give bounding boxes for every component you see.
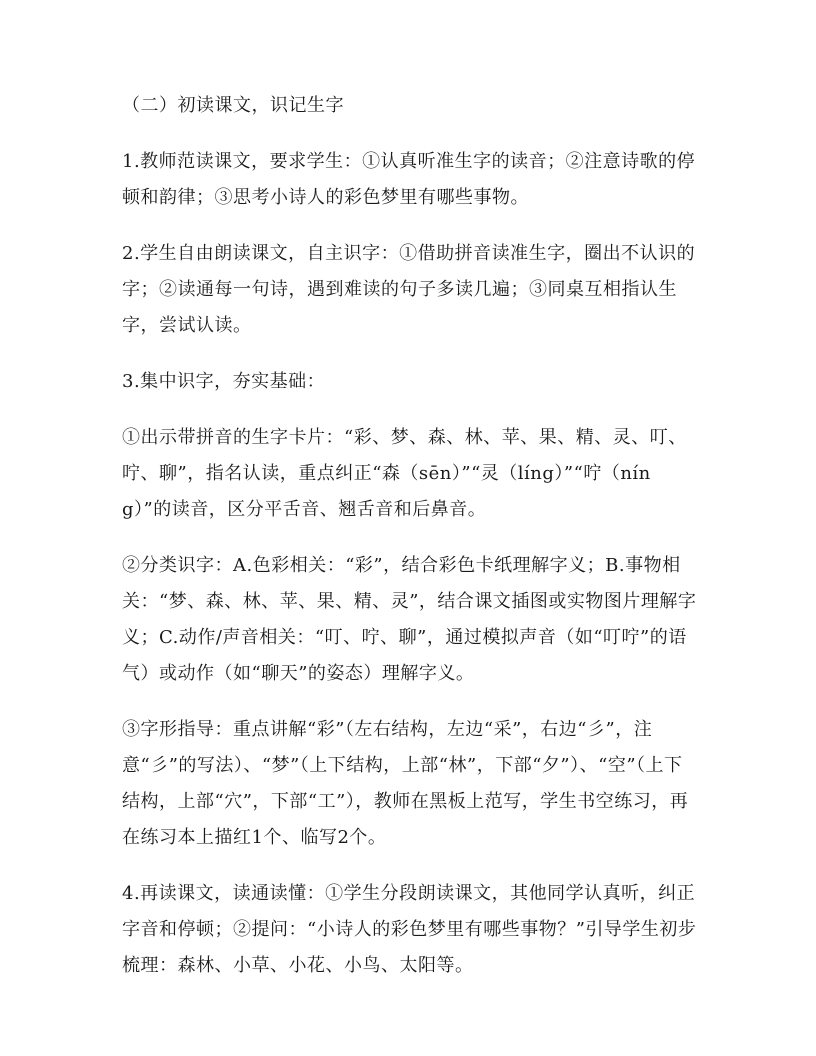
paragraph-3-1: ①出示带拼音的生字卡片：“彩、梦、森、林、苹、果、精、灵、叮、咛、聊”，指名认读，重点纠正“森（sēn）”“灵（líng）”“咛（níng）”的读音，区分平舌音、翘舌音和后鼻音。 [122,427,687,520]
paragraph-3-2: ②分类识字：A.色彩相关：“彩”，结合彩色卡纸理解字义；B.事物相关：“梦、森、林、苹、果、精、灵”，结合课文插图或实物图片理解字义；C.动作/声音相关：“叮、咛、聊”，通过模拟声音（如“叮咛”的语气）或动作（如“聊天”的姿态）理解字义。 [122,555,697,684]
paragraph-2: 2.学生自由朗读课文，自主识字：①借助拼音读准生字，圈出不认识的字；②读通每一句诗，遇到难读的句子多读几遍；③同桌互相指认生字，尝试认读。 [122,243,696,336]
section-heading: （二）初读课文，识记生字 [122,95,344,116]
paragraph-4: 4.再读课文，读通读懂：①学生分段朗读课文，其他同学认真听，纠正字音和停顿；②提问：“小诗人的彩色梦里有哪些事物？”引导学生初步梳理：森林、小草、小花、小鸟、太阳等。 [122,883,697,976]
document-page [122,88,698,984]
paragraph-3-3: ③字形指导：重点讲解“彩”（左右结构，左边“采”，右边“彡”，注意“彡”的写法）、“梦”（上下结构，上部“林”，下部“夕”）、“空”（上下结构，上部“穴”，下部“工”），教师在黑板上范写，学生书空练习，再在练习本上描红1个、临写2个。 [122,719,689,848]
paragraph-3: 3.集中识字，夯实基础： [122,371,326,392]
paragraph-1: 1.教师范读课文，要求学生：①认真听准生字的读音；②注意诗歌的停顿和韵律；③思考小诗人的彩色梦里有哪些事物。 [122,151,696,208]
